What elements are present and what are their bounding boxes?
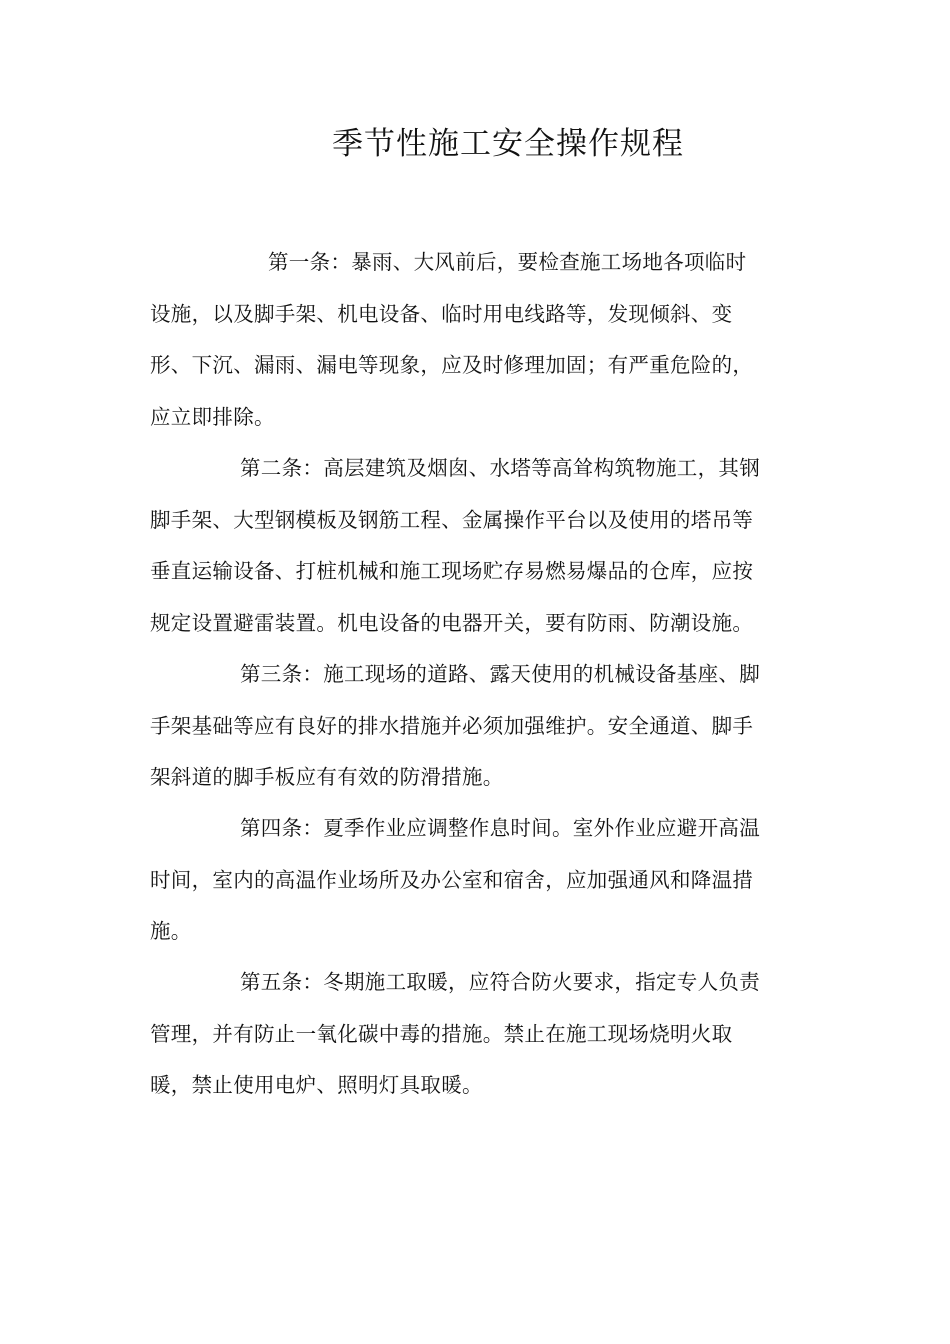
article-4 <box>150 803 800 958</box>
article-1-line-3: 形、下沉、漏雨、漏电等现象，应及时修理加固；有严重危险的， <box>150 353 754 377</box>
article-4-line-3: 施。 <box>150 919 192 943</box>
article-2-line-4: 规定设置避雷装置。机电设备的电器开关，要有防雨、防潮设施。 <box>150 610 754 635</box>
article-2-line-2: 脚手架、大型钢模板及钢筋工程、金属操作平台以及使用的塔吊等 <box>150 507 754 532</box>
article-3-line-1: 第三条：施工现场的道路、露天使用的机械设备基座、脚 <box>240 662 760 686</box>
article-1 <box>150 237 800 443</box>
article-5-line-3: 暖，禁止使用电炉、照明灯具取暖。 <box>150 1073 483 1097</box>
article-4-line-2: 时间，室内的高温作业场所及办公室和宿舍，应加强通风和降温措 <box>150 867 754 892</box>
article-3-line-3: 架斜道的脚手板应有有效的防滑措施。 <box>150 765 504 789</box>
document-title: 季节性施工安全操作规程 <box>332 126 684 162</box>
article-5-line-1: 第五条：冬期施工取暖，应符合防火要求，指定专人负责 <box>240 970 760 994</box>
article-3-line-2: 手架基础等应有良好的排水措施并必须加强维护。安全通道、脚手 <box>150 713 754 738</box>
article-5-line-2: 管理，并有防止一氧化碳中毒的措施。禁止在施工现场烧明火取 <box>150 1021 733 1046</box>
article-1-line-2: 设施，以及脚手架、机电设备、临时用电线路等，发现倾斜、变 <box>150 301 733 326</box>
article-1-line-1: 第一条：暴雨、大风前后，要检查施工场地各项临时 <box>268 250 747 274</box>
article-2-line-3: 垂直运输设备、打桩机械和施工现场贮存易燃易爆品的仓库，应按 <box>150 559 754 583</box>
article-2 <box>150 443 800 649</box>
article-5 <box>150 957 800 1112</box>
article-2-line-1: 第二条：高层建筑及烟囱、水塔等高耸构筑物施工，其钢 <box>240 456 760 480</box>
article-4-line-1: 第四条：夏季作业应调整作息时间。室外作业应避开高温 <box>240 816 760 840</box>
article-1-line-4: 应立即排除。 <box>150 404 275 429</box>
article-3 <box>150 649 800 804</box>
